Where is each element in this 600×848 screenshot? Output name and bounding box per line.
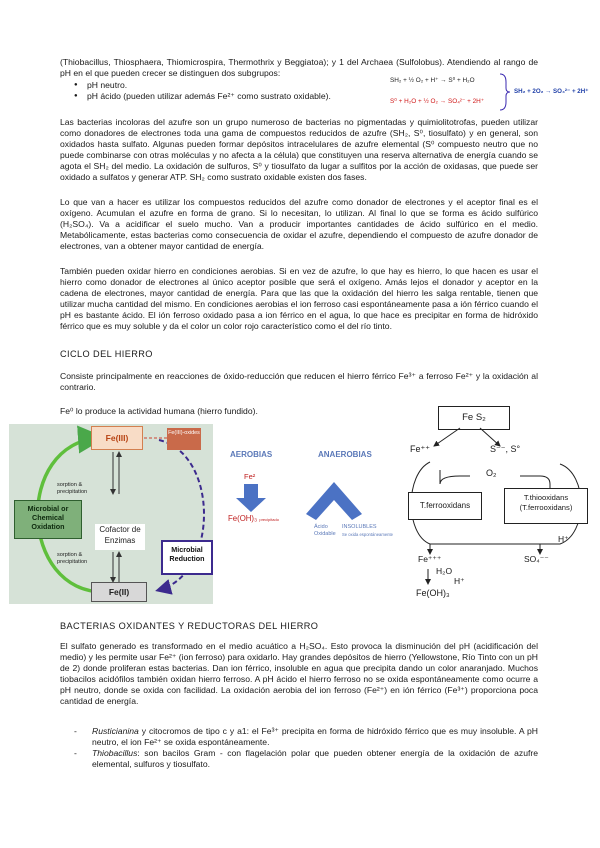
iron-bacteria-paragraph: El sulfato generado es transformado en el medio acuático a H₂SO₄. Esto provoca la disminución del pH (acidificación del medio) y les permite usar Fe²⁺ (ion ferroso) para oxidarlo. Hay grandes depósitos de hierro (Yellowstone, Río Tinto con un pH de 2) donde proliferan estas bacterias. Dan ion férrico, insoluble en agua que precipita dando un color anaranjado. Muchos tiobacilos acidófilos también oxidan hierro ferroso. A pH ácido el hierro ferroso no se oxida espontáneamente como ocurre a pH neutro, donde se oxida con facilidad. La oxidación aerobia del ion ferroso (Fe²⁺) en ión férrico (Fe³⁺) proporciona poca cantidad de energía. — [60, 641, 538, 706]
oxidation-box: Microbial or Chemical Oxidation — [14, 500, 82, 539]
cofactor-box: Cofactor de Enzimas — [95, 524, 145, 550]
thiooxidans-box: T.thiooxidans (T.ferrooxidans) — [504, 488, 588, 524]
list-item-rusticianina: - Rusticianina y citocromos de tipo c y a1: el Fe³⁺ precipita en forma de hidróxido férrico que es muy insoluble. A pH neutro, el ion Fe²⁺ se oxida espontáneamente. — [60, 726, 538, 748]
iron-bacteria-list — [60, 726, 538, 770]
paragraph-iron-oxidation: También pueden oxidar hierro en condiciones aerobias. Si en vez de azufre, lo que hay es hierro, lo que hacen es usar el hierro como donador de electrones al único aceptor posible que será el oxígeno. Amás lejos el donador y aceptor en la cadena de electrones, mayor cantidad de energía. Para que las que la oxidación del hierro les salga rentable, tienen que utilizar mucha cantidad del mismo. En condiciones aerobias el ion ferroso casi espontáneamente pasa a ión férrico cuando el pH es bastante ácido. El ión ferroso oxidado pasa a ion férrico en el agua, lo que hace es precipitar en forma de hidróxido férrico que es muy soluble y da el color un color rojo característico como el del río tinto. — [60, 266, 538, 331]
sorption-label-bottom: sorption & precipitation — [57, 552, 88, 565]
bullet-ph-neutral: ● pH neutro. — [60, 80, 380, 91]
fe3plus-label: Fe⁺⁺⁺ — [418, 554, 442, 564]
so4-label: SO₄⁻⁻ — [524, 554, 549, 564]
list-item-thiobacillus: - Thiobacillus: son bacilos Gram - con flagelación polar que pueden obtener energía de la oxidación de azufre elemental, sulfuros y tiosulfato. — [60, 748, 538, 770]
pyrite-oxidation-diagram — [400, 404, 590, 604]
fes2-box: Fe S₂ — [438, 406, 510, 430]
hplus-label: H⁺ — [558, 534, 569, 544]
fe3-box: Fe(III) — [91, 426, 143, 450]
feoh3-label: Fe(OH)₃ precipitado — [228, 514, 279, 523]
s2minus-label: S⁻⁻, S° — [490, 444, 521, 454]
sorption-label-top: sorption & precipitation — [57, 482, 88, 495]
anaerobias-label: ANAEROBIAS — [318, 450, 372, 459]
fe2plus-label: Fe⁺⁺ — [410, 444, 431, 454]
section-title-iron-cycle: CICLO DEL HIERRO — [60, 349, 153, 359]
h2o-label: H₂O — [436, 566, 453, 576]
equation-1: SH₂ + ½ O₂ + H⁺ → S⁰ + H₂O — [390, 77, 475, 84]
equation-brace — [498, 72, 512, 112]
ferrooxidans-box: T.ferrooxidans — [408, 492, 482, 520]
paragraph-sulfur-oxidation: Lo que van a hacer es utilizar los compuestos reducidos del azufre como donador de electrones y el aceptor final es el oxígeno. Acumulan el azufre en forma de grano. Si lo necesitan, lo utilizan. Al final lo que se forma es ácido sulfúrico (H₂SO₄). Va a acidificar el suelo mucho. Van a producir importantes cantidades de ácido sulfúrico en el medio. Metabólicamente, estas bacterias como consecuencia de oxidar el azufre, dependiendo el compuesto de azufre donador de electrones, van a obtener mayor cantidad de energía. — [60, 197, 538, 251]
iron-cycle-diagram — [9, 424, 213, 604]
equation-2: S⁰ + H₂O + ½ O₂ → SO₄²⁻ + 2H⁺ — [390, 98, 485, 105]
feoh3-right-label: Fe(OH)₃ — [416, 588, 450, 598]
fe3-oxides-box: Fe(III)-oxides — [167, 428, 201, 450]
acido-label: Ácido Oxidable — [314, 524, 336, 537]
section-title-iron-bacteria: BACTERIAS OXIDANTES Y REDUCTORAS DEL HIERRO — [60, 621, 319, 631]
fe2-box: Fe(II) — [91, 582, 147, 602]
equation-combined: SH₂ + 2O₂ → SO₄²⁻ + 2H⁺ — [514, 88, 589, 95]
iron-cycle-paragraph: Consiste principalmente en reacciones de óxido-reducción que reducen el hierro férrico Fe³⁺ a ferroso Fe²⁺ y la oxidación al contrario. — [60, 371, 538, 392]
hplus2-label: H⁺ — [454, 576, 465, 586]
intro-organisms: (Thiobacillus, Thiosphaera, Thiomicrospira, Thermothrix y Beggiatoa); y 1 del Archaea (Sulfolobus). Atendiendo al rango de pH en el que pueden crecer se distinguen dos subgrupos: — [60, 57, 538, 78]
aerobias-label: AEROBIAS — [230, 450, 273, 459]
fe2-label: Fe² — [244, 472, 256, 481]
insolubles-label: INSOLUBLES Se oxida espontáneamente — [342, 524, 393, 537]
paragraph-sulfur-bacteria: Las bacterias incoloras del azufre son un grupo numeroso de bacterias no pigmentadas y quimiolitotrofas, pueden utilizar como donadores de electrones toda una gama de compuestos reducidos de azufre (SH₂, S⁰, tiosulfato) y en general, son oxidados hasta sulfato. Algunas pueden formar depósitos intracelulares de azufre elemental (S⁰ compuesto neutro que no puede combinarse con otras moléculas y no afecta a la célula) que constituyen una reserva alternativa de energía cuando se agota el SH₂ del medio. La oxidación de sulfuros, S⁰ y tiosulfato da lugar a sulfitos por la acción de oxidasas, que puede ser oxidado a sulfatos y generar ATP. SH₂ como sustrato oxidable existen dos fases. — [60, 117, 538, 182]
aerobic-anaerobic-diagram — [222, 446, 392, 556]
iron-human-activity: Fe⁰ lo produce la actividad humana (hierro fundido). — [60, 406, 258, 416]
o2-label: O₂ — [486, 468, 497, 478]
bullet-ph-acid: ● pH ácido (pueden utilizar además Fe²⁺ como sustrato oxidable). — [60, 91, 380, 102]
intro-bullets — [60, 80, 380, 102]
reduction-box: Microbial Reduction — [161, 540, 213, 575]
